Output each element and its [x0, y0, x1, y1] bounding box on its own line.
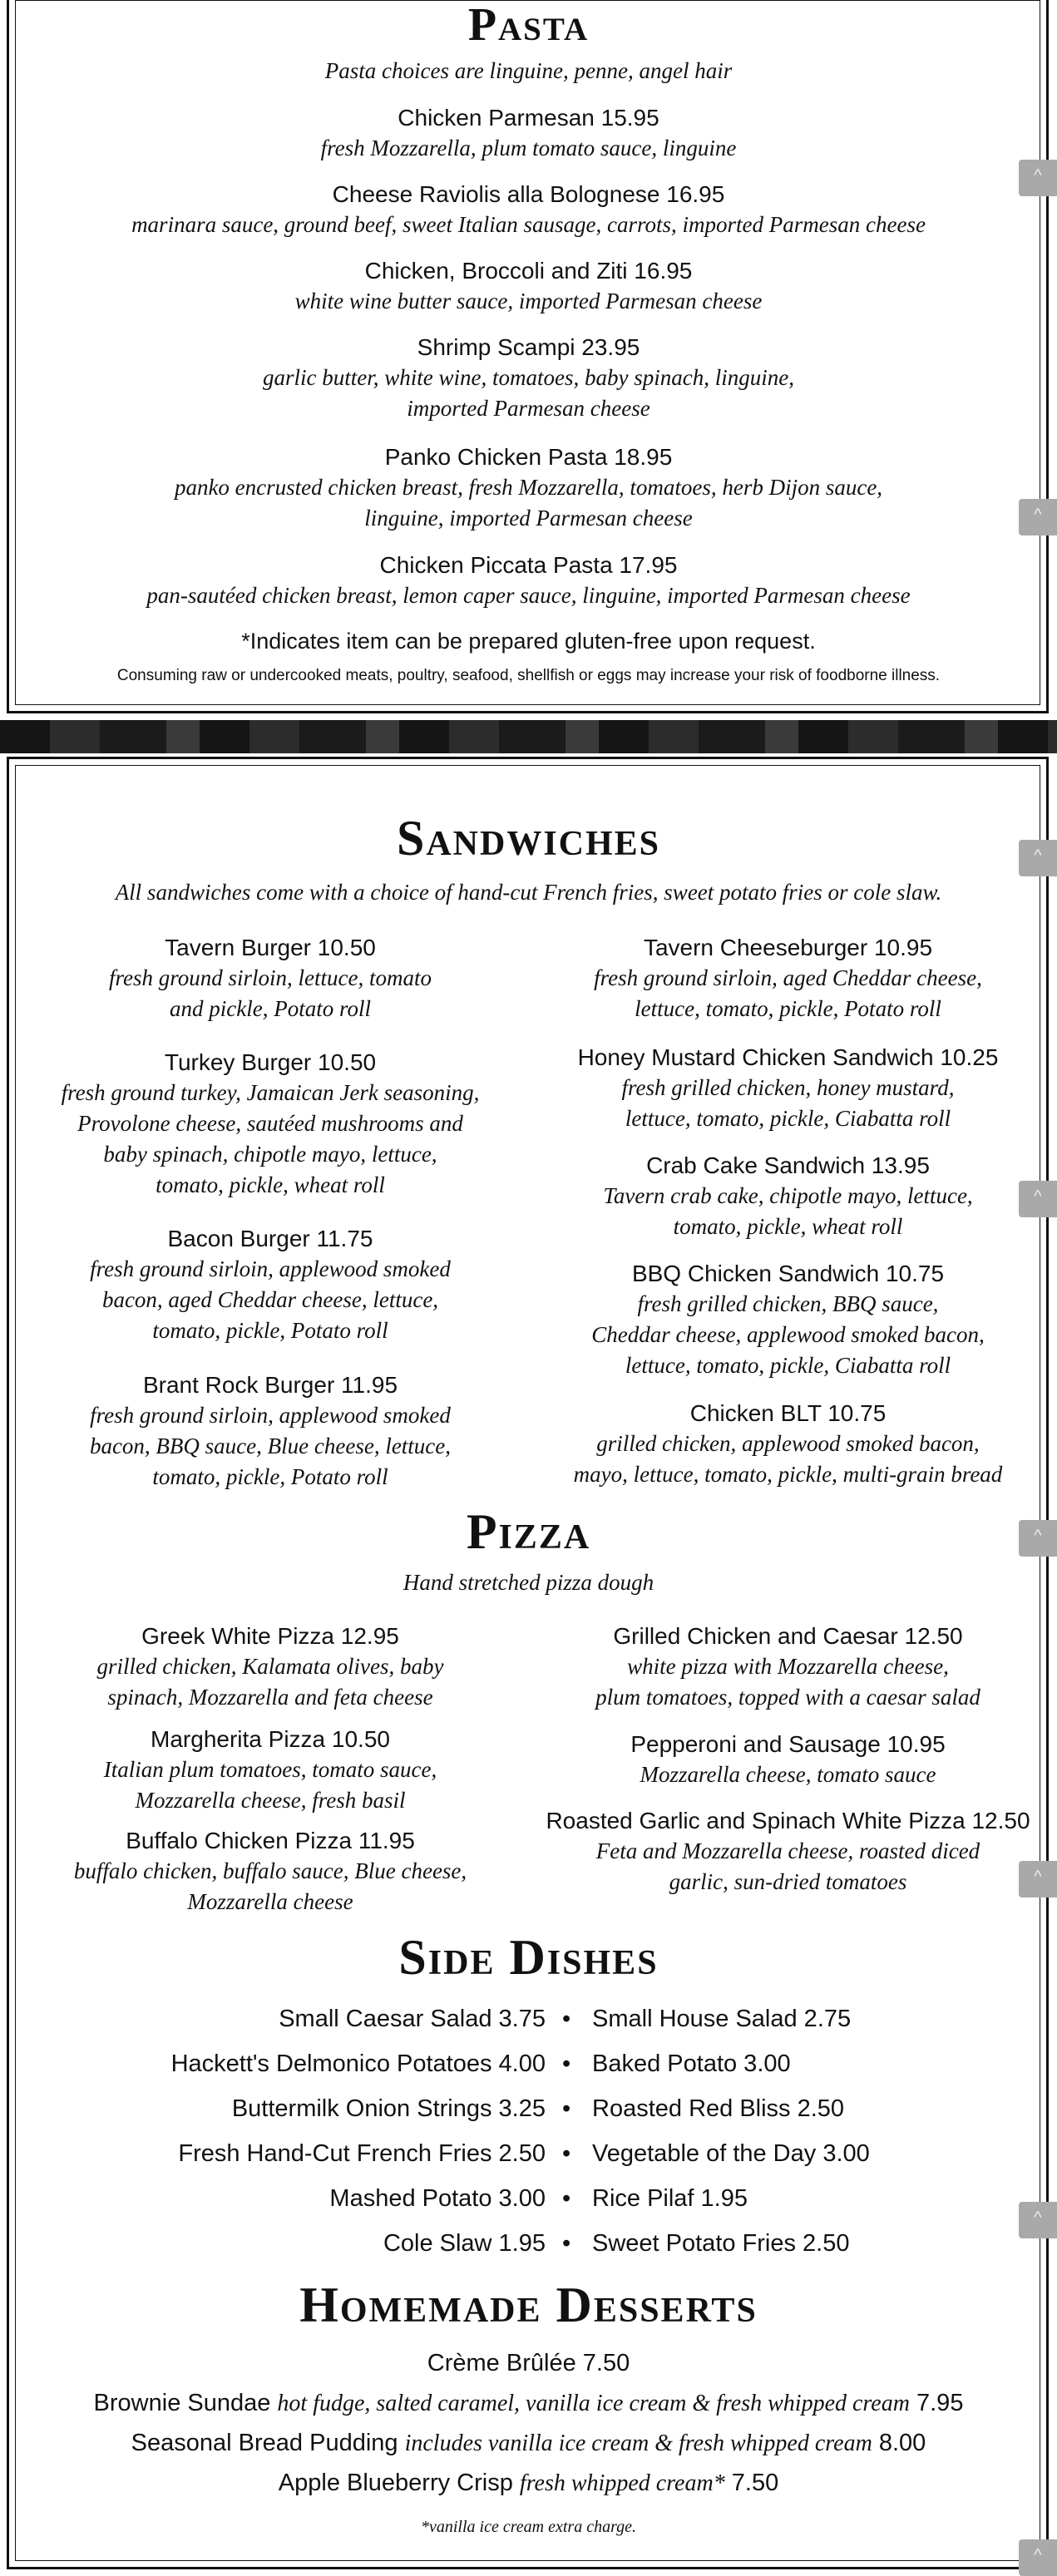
- menu-item: [17, 333, 1040, 424]
- list-item: [0, 2050, 1057, 2095]
- side-item-left: Mashed Potato 3.00: [329, 2185, 546, 2212]
- menu-item: [17, 256, 1040, 317]
- dessert-item: [0, 2350, 1057, 2377]
- decorative-band: [0, 720, 1057, 753]
- item-price: 7.50: [731, 2470, 779, 2496]
- item-price: 7.95: [916, 2390, 964, 2416]
- menu-item: [25, 1048, 516, 1201]
- item-description: hot fudge, salted caramel, vanilla ice cream & fresh whipped cream: [277, 2391, 910, 2416]
- side-item-right: Rice Pilaf 1.95: [592, 2185, 748, 2212]
- side-item-left: Small Caesar Salad 3.75: [279, 2006, 546, 2032]
- item-description: white pizza with Mozzarella cheese, plum tomatoes, topped with a caesar salad: [595, 1654, 980, 1710]
- menu-item: [25, 1224, 516, 1346]
- scroll-up-tab[interactable]: [1019, 499, 1057, 535]
- item-description: grilled chicken, applewood smoked bacon, mayo, lettuce, tomato, pickle, multi-grain bread: [573, 1431, 1003, 1487]
- menu-item: [17, 442, 1040, 534]
- item-name: Crab Cake Sandwich 13.95: [646, 1152, 930, 1178]
- sandwiches-title: Sandwiches: [396, 811, 661, 866]
- item-description: Mozzarella cheese, tomato sauce: [640, 1762, 936, 1787]
- menu-item: [532, 1151, 1044, 1242]
- menu-item: [17, 180, 1040, 240]
- item-name: Chicken Parmesan 15.95: [398, 105, 659, 131]
- menu-item: [532, 1259, 1044, 1381]
- item-description: includes vanilla ice cream & fresh whipped cream: [404, 2430, 872, 2456]
- side-item-right: Baked Potato 3.00: [592, 2050, 791, 2077]
- item-description: fresh whipped cream*: [519, 2470, 725, 2496]
- menu-item: [25, 1826, 516, 1917]
- desserts-title: Homemade Desserts: [299, 2277, 758, 2332]
- menu-item: [25, 1725, 516, 1816]
- menu-item: [25, 1370, 516, 1493]
- dessert-item: [0, 2430, 1057, 2457]
- item-name: Turkey Burger 10.50: [164, 1049, 377, 1075]
- item-description: grilled chicken, Kalamata olives, baby spinach, Mozzarella and feta cheese: [96, 1654, 444, 1710]
- item-name: Honey Mustard Chicken Sandwich 10.25: [577, 1044, 999, 1070]
- list-item: [0, 2230, 1057, 2275]
- side-item-right: Roasted Red Bliss 2.50: [592, 2095, 845, 2122]
- item-description: fresh grilled chicken, honey mustard, lettuce, tomato, pickle, Ciabatta roll: [621, 1075, 955, 1131]
- list-item: [0, 2095, 1057, 2140]
- scroll-up-tab[interactable]: [1019, 840, 1057, 876]
- scroll-up-tab[interactable]: [1019, 1520, 1057, 1557]
- item-description: white wine butter sauce, imported Parmesan cheese: [294, 289, 763, 313]
- bullet: •: [562, 2006, 571, 2032]
- dessert-note: *vanilla ice cream extra charge.: [421, 2518, 636, 2536]
- item-description: fresh ground sirloin, applewood smoked bacon, aged Cheddar cheese, lettuce, tomato, pickle, Potato roll: [90, 1256, 451, 1343]
- item-name: Chicken BLT 10.75: [689, 1400, 887, 1426]
- dessert-item: [0, 2470, 1057, 2497]
- item-description: fresh grilled chicken, BBQ sauce, Cheddar cheese, applewood smoked bacon, lettuce, tomato, pickle, Ciabatta roll: [591, 1291, 985, 1378]
- menu-item: [17, 103, 1040, 164]
- item-description: fresh ground sirloin, lettuce, tomato and pickle, Potato roll: [109, 965, 432, 1021]
- item-name: Apple Blueberry Crisp: [278, 2470, 520, 2496]
- item-name: BBQ Chicken Sandwich 10.75: [631, 1261, 945, 1286]
- menu-item: [532, 1399, 1044, 1490]
- item-description: marinara sauce, ground beef, sweet Italian sausage, carrots, imported Parmesan cheese: [131, 212, 926, 237]
- item-name: Brant Rock Burger 11.95: [142, 1372, 398, 1398]
- bullet: •: [562, 2140, 571, 2167]
- item-name: Shrimp Scampi 23.95: [417, 334, 640, 360]
- item-name: Chicken, Broccoli and Ziti 16.95: [364, 258, 693, 284]
- item-name: Roasted Garlic and Spinach White Pizza 12.50: [546, 1808, 1030, 1833]
- item-name: Grilled Chicken and Caesar 12.50: [613, 1623, 963, 1649]
- menu-item: [25, 933, 516, 1024]
- side-item-right: Sweet Potato Fries 2.50: [592, 2230, 850, 2257]
- item-description: garlic butter, white wine, tomatoes, baby spinach, linguine, imported Parmesan cheese: [263, 365, 794, 421]
- gluten-free-note: *Indicates item can be prepared gluten-free upon request.: [241, 629, 816, 654]
- item-description: Italian plum tomatoes, tomato sauce, Mozzarella cheese, fresh basil: [103, 1757, 437, 1813]
- scroll-up-tab[interactable]: [1019, 1861, 1057, 1897]
- item-description: fresh ground turkey, Jamaican Jerk seasoning, Provolone cheese, sautéed mushrooms and baby spinach, chipotle mayo, lettuce, tomato, pickle, wheat roll: [61, 1080, 480, 1197]
- bullet: •: [562, 2095, 571, 2122]
- list-item: [0, 2006, 1057, 2050]
- item-price: 8.00: [878, 2430, 926, 2456]
- side-item-left: Hackett's Delmonico Potatoes 4.00: [170, 2050, 546, 2077]
- bullet: •: [562, 2050, 571, 2077]
- item-name: Tavern Cheeseburger 10.95: [643, 935, 933, 960]
- pizza-title: Pizza: [466, 1504, 591, 1559]
- item-name: Greek White Pizza 12.95: [141, 1623, 399, 1649]
- item-name: Margherita Pizza 10.50: [151, 1726, 390, 1752]
- item-name: Buffalo Chicken Pizza 11.95: [126, 1828, 415, 1853]
- item-description: pan-sautéed chicken breast, lemon caper sauce, linguine, imported Parmesan cheese: [146, 583, 911, 608]
- item-name: Cheese Raviolis alla Bolognese 16.95: [332, 181, 725, 207]
- bullet: •: [562, 2185, 571, 2212]
- item-description: buffalo chicken, buffalo sauce, Blue cheese, Mozzarella cheese: [73, 1858, 467, 1914]
- menu-item: [532, 1730, 1044, 1790]
- item-description: fresh ground sirloin, aged Cheddar cheese, lettuce, tomato, pickle, Potato roll: [594, 965, 982, 1021]
- item-name: Tavern Burger 10.50: [165, 935, 376, 960]
- menu-item: [532, 1806, 1044, 1897]
- item-name: Pepperoni and Sausage 10.95: [630, 1731, 946, 1757]
- foodborne-illness-note: Consuming raw or undercooked meats, poultry, seafood, shellfish or eggs may increase your risk of foodborne illness.: [116, 667, 941, 684]
- list-item: [0, 2140, 1057, 2185]
- item-description: Tavern crab cake, chipotle mayo, lettuce, tomato, pickle, wheat roll: [603, 1183, 973, 1239]
- pasta-title: Pasta: [467, 0, 590, 51]
- scroll-up-tab[interactable]: [1019, 2202, 1057, 2238]
- dessert-item: [0, 2390, 1057, 2417]
- bullet: •: [562, 2230, 571, 2257]
- item-name: Seasonal Bread Pudding: [131, 2430, 405, 2456]
- scroll-up-tab[interactable]: [1019, 160, 1057, 196]
- menu-item: [532, 1621, 1044, 1713]
- side-item-left: Fresh Hand-Cut French Fries 2.50: [178, 2140, 546, 2167]
- menu-item: [17, 550, 1040, 611]
- item-description: Feta and Mozzarella cheese, roasted diced garlic, sun-dried tomatoes: [595, 1838, 980, 1894]
- scroll-up-tab[interactable]: [1019, 1181, 1057, 1217]
- item-description: panko encrusted chicken breast, fresh Mozzarella, tomatoes, herb Dijon sauce, linguine, imported Parmesan cheese: [174, 475, 883, 530]
- item-name: Chicken Piccata Pasta 17.95: [379, 552, 678, 578]
- list-item: [0, 2185, 1057, 2230]
- sandwiches-subtitle: All sandwiches come with a choice of hand-cut French fries, sweet potato fries or cole slaw.: [115, 880, 942, 905]
- side-item-left: Cole Slaw 1.95: [383, 2230, 546, 2257]
- side-item-right: Vegetable of the Day 3.00: [592, 2140, 870, 2167]
- pizza-subtitle: Hand stretched pizza dough: [403, 1570, 654, 1595]
- item-name: Bacon Burger 11.75: [167, 1226, 373, 1251]
- menu-item: [532, 933, 1044, 1024]
- menu-item: [25, 1621, 516, 1713]
- side-dishes-title: Side Dishes: [398, 1930, 659, 1985]
- item-description: fresh Mozzarella, plum tomato sauce, linguine: [320, 136, 737, 160]
- menu-item: [532, 1043, 1044, 1134]
- side-item-left: Buttermilk Onion Strings 3.25: [231, 2095, 546, 2122]
- item-name: Panko Chicken Pasta 18.95: [384, 444, 673, 470]
- side-item-right: Small House Salad 2.75: [592, 2006, 852, 2032]
- item-name: Brownie Sundae: [93, 2390, 278, 2416]
- pasta-subtitle: Pasta choices are linguine, penne, angel hair: [324, 58, 733, 83]
- item-name: Crème Brûlée 7.50: [427, 2350, 630, 2376]
- scroll-up-tab[interactable]: [1019, 2539, 1057, 2576]
- item-description: fresh ground sirloin, applewood smoked bacon, BBQ sauce, Blue cheese, lettuce, tomato, pickle, Potato roll: [89, 1403, 452, 1489]
